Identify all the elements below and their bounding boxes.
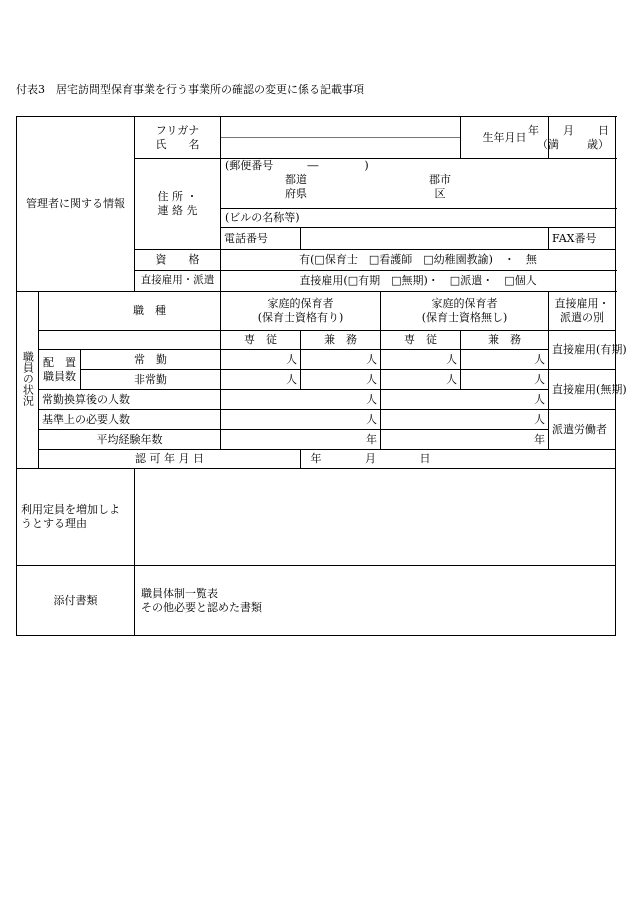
furigana-label: フリガナ [155,123,200,137]
u-required[interactable]: 人 [381,410,549,430]
q-required[interactable]: 人 [221,410,381,430]
phone-input[interactable] [301,228,549,250]
age-close: 歳） [587,137,610,151]
birth-month-unit: 月 [563,123,575,137]
age-open: （満 [537,137,560,151]
q-full-regular[interactable]: 人 [221,350,301,370]
qualification-options[interactable]: 有(□保育士 □看護師 □幼稚園教諭) ・ 無 [221,250,616,271]
birth-year-unit: 年 [528,123,540,137]
attachment-item: その他必要と認めた書類 [141,600,263,614]
change-form-table [16,116,627,636]
fax-label: FAX番号 [549,228,616,250]
job-type-label: 職 種 [39,292,221,331]
u-full-regular[interactable]: 人 [381,350,461,370]
u-part-regular[interactable]: 人 [461,350,549,370]
building-label: (ビルの名称等) [225,211,300,225]
qualification-label: 資 格 [135,250,221,271]
city-label: 郡市 区 [429,172,452,200]
furigana-input[interactable] [221,117,460,138]
name-label: 氏 名 [155,137,200,151]
postal-dash: ― [307,159,319,172]
attachment-item: 職員体制一覧表 [141,586,219,600]
direct-fixed-label: 直接雇用(有期) [549,331,616,370]
document-title: 付表3 居宅訪問型保育事業を行う事業所の確認の変更に係る記載事項 [16,83,364,96]
admin-section-label: 管理者に関する情報 [17,117,135,292]
birthdate-field[interactable] [528,117,616,159]
postal-label: (郵便番号 [225,159,274,172]
approval-month: 月 [365,452,377,466]
approval-label: 認 可 年 月 日 [39,450,301,469]
q-part-nonregular[interactable]: 人 [301,370,381,390]
capacity-reason-input[interactable] [135,469,616,566]
regular-label: 常 勤 [81,350,221,370]
name-input[interactable] [221,138,460,158]
name-label-cell [135,117,221,159]
q-fte[interactable]: 人 [221,390,381,410]
unqualified-parttime-header: 兼 務 [461,331,549,350]
address-field[interactable] [221,159,616,209]
q-avg-exp[interactable]: 年 [221,430,381,450]
direct-indef-label: 直接雇用(無期) [549,370,616,410]
u-fte[interactable]: 人 [381,390,549,410]
birthdate-label: 生年月日 [461,117,549,159]
col-employment-header: 直接雇用・派遣の別 [549,292,616,331]
prefecture-label: 都道 府県 [285,172,308,200]
staff-section-label: 職員の状況 [17,292,39,469]
contact-label: 連 絡 先 [157,204,198,217]
qualified-parttime-header: 兼 務 [301,331,381,350]
building-field[interactable] [221,209,616,228]
fte-label: 常勤換算後の人数 [39,390,221,410]
name-field[interactable] [221,117,461,159]
required-label: 基準上の必要人数 [39,410,221,430]
employment-options[interactable]: 直接雇用(□有期 □無期)・ □派遣・ □個人 [221,271,616,292]
approval-year: 年 [310,452,322,466]
address-label-cell [135,159,221,250]
attachments-label: 添付書類 [17,566,135,636]
placement-label: 配 置 職員数 [39,350,81,390]
unqualified-fulltime-header: 専 従 [381,331,461,350]
col-qualified-header: 家庭的保育者 (保育士資格有り) [221,292,381,331]
u-part-nonregular[interactable]: 人 [461,370,549,390]
postal-close: ) [364,159,369,172]
q-full-nonregular[interactable]: 人 [221,370,301,390]
employment-label: 直接雇用・派遣 [135,271,221,292]
approval-day: 日 [419,452,431,466]
dispatch-label: 派遣労働者 [549,410,616,450]
u-avg-exp[interactable]: 年 [381,430,549,450]
approval-date-field[interactable] [301,450,616,469]
col-unqualified-header: 家庭的保育者 (保育士資格無し) [381,292,549,331]
capacity-reason-label: 利用定員を増加しようとする理由 [17,469,135,566]
phone-label: 電話番号 [221,228,301,250]
qualified-fulltime-header: 専 従 [221,331,301,350]
address-label: 住 所 ・ [157,190,198,204]
q-part-regular[interactable]: 人 [301,350,381,370]
attachments-list [135,566,616,636]
u-full-nonregular[interactable]: 人 [381,370,461,390]
nonregular-label: 非常勤 [81,370,221,390]
blank-header-cell [39,331,221,350]
birth-day-unit: 日 [598,123,610,137]
avg-exp-label: 平均経験年数 [39,430,221,450]
